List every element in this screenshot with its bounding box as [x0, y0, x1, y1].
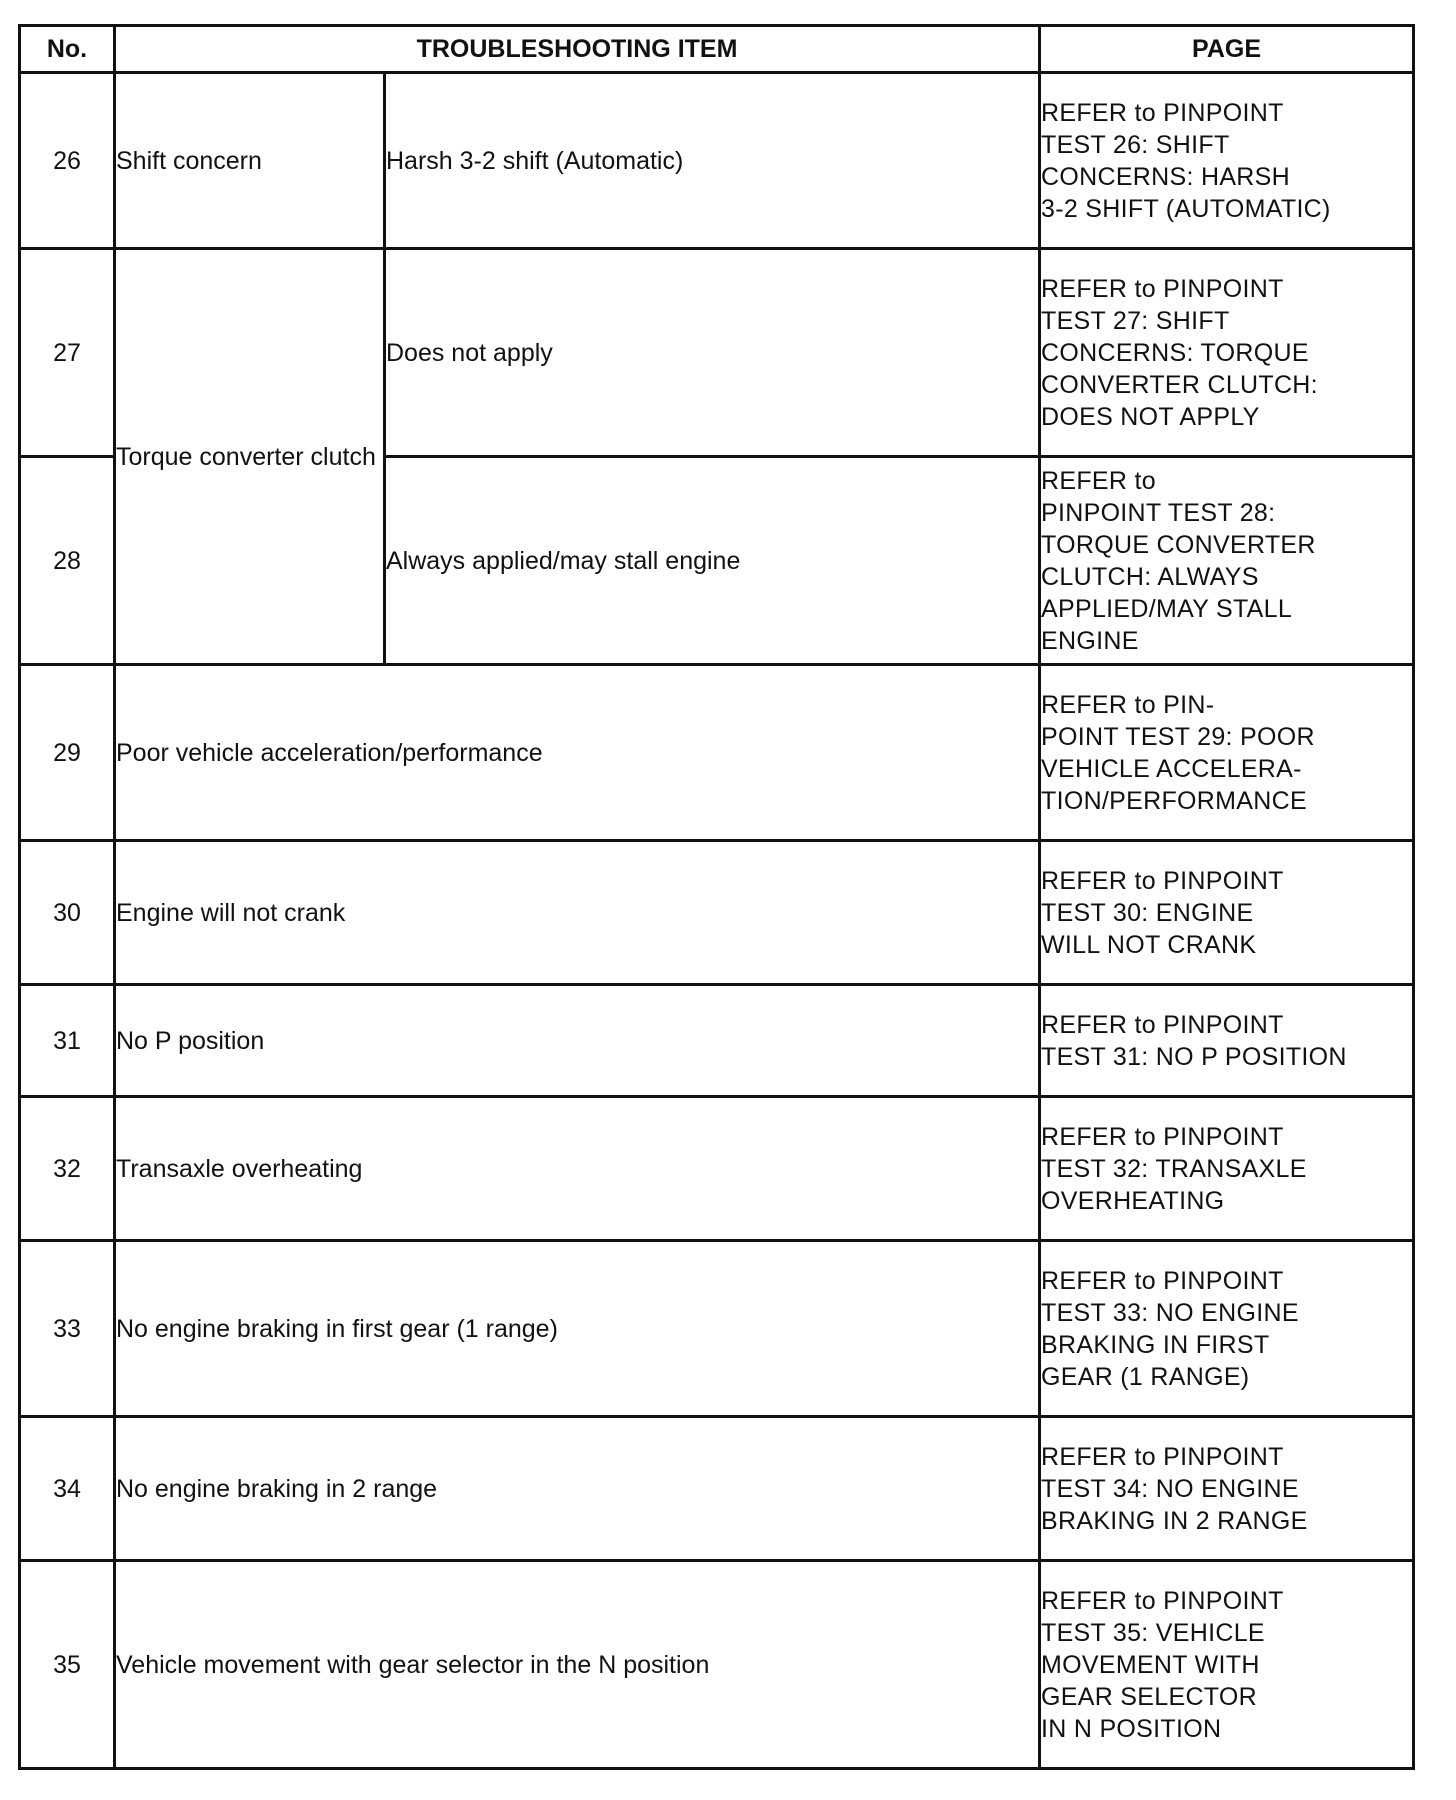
header-page: PAGE [1040, 26, 1414, 73]
page-reference-line: GEAR (1 RANGE) [1041, 1362, 1250, 1391]
page-reference-line: REFER to PINPOINT [1041, 1010, 1284, 1039]
table-row [20, 841, 1414, 985]
page-reference-cell [1040, 457, 1414, 665]
row-number: 35 [20, 1561, 115, 1769]
page-reference-line: CLUTCH: ALWAYS [1041, 562, 1259, 591]
page-reference-cell [1040, 841, 1414, 985]
table-row [20, 985, 1414, 1097]
row-number: 29 [20, 665, 115, 841]
page-reference-cell [1040, 1097, 1414, 1241]
item-cell: Poor vehicle acceleration/performance [115, 665, 1040, 841]
table-row [20, 1417, 1414, 1561]
table-row [20, 1561, 1414, 1769]
item-cell: Vehicle movement with gear selector in the N position [115, 1561, 1040, 1769]
page-reference-line: APPLIED/MAY STALL [1041, 594, 1293, 623]
page-reference-line: REFER to PINPOINT [1041, 1586, 1284, 1615]
page-reference-line: TEST 34: NO ENGINE [1041, 1474, 1299, 1503]
item-cell: Always applied/may stall engine [385, 457, 1040, 665]
page-reference-line: CONCERNS: TORQUE [1041, 338, 1309, 367]
page-reference-line: GEAR SELECTOR [1041, 1682, 1258, 1711]
page-reference-cell [1040, 73, 1414, 249]
page-reference-line: REFER to PINPOINT [1041, 274, 1284, 303]
page-reference-line: 3-2 SHIFT (AUTOMATIC) [1041, 194, 1331, 223]
page-reference-line: REFER to [1041, 466, 1156, 495]
page-reference-line: VEHICLE ACCELERA- [1041, 754, 1302, 783]
page-reference-line: TION/PERFORMANCE [1041, 786, 1307, 815]
table-row [20, 1241, 1414, 1417]
item-cell: No engine braking in first gear (1 range) [115, 1241, 1040, 1417]
page-reference-line: CONCERNS: HARSH [1041, 162, 1290, 191]
item-cell: No engine braking in 2 range [115, 1417, 1040, 1561]
page-reference-line: TEST 32: TRANSAXLE [1041, 1154, 1307, 1183]
page-reference-line: TORQUE CONVERTER [1041, 530, 1316, 559]
page-reference-line: REFER to PIN- [1041, 690, 1215, 719]
table-header-row [20, 26, 1414, 73]
page-reference-line: TEST 33: NO ENGINE [1041, 1298, 1299, 1327]
item-cell: Transaxle overheating [115, 1097, 1040, 1241]
page-reference-line: IN N POSITION [1041, 1714, 1222, 1743]
page-reference-line: TEST 31: NO P POSITION [1041, 1042, 1347, 1071]
row-number: 31 [20, 985, 115, 1097]
page-reference-line: REFER to PINPOINT [1041, 1266, 1284, 1295]
table-row [20, 665, 1414, 841]
page-reference-line: DOES NOT APPLY [1041, 402, 1260, 431]
table-row [20, 249, 1414, 457]
page-reference-line: POINT TEST 29: POOR [1041, 722, 1315, 751]
troubleshooting-table [18, 24, 1415, 1770]
page-reference-line: REFER to PINPOINT [1041, 866, 1284, 895]
header-troubleshooting-item: TROUBLESHOOTING ITEM [115, 26, 1040, 73]
page-reference-line: WILL NOT CRANK [1041, 930, 1257, 959]
page-reference-cell [1040, 665, 1414, 841]
item-cell: Harsh 3-2 shift (Automatic) [385, 73, 1040, 249]
item-cell: Does not apply [385, 249, 1040, 457]
page-reference-line: OVERHEATING [1041, 1186, 1225, 1215]
page-reference-line: TEST 30: ENGINE [1041, 898, 1254, 927]
category-cell: Torque converter clutch [115, 249, 385, 665]
page-reference-cell [1040, 985, 1414, 1097]
page-reference-line: REFER to PINPOINT [1041, 98, 1284, 127]
page-reference-line: MOVEMENT WITH [1041, 1650, 1260, 1679]
page-reference-line: PINPOINT TEST 28: [1041, 498, 1276, 527]
row-number: 28 [20, 457, 115, 665]
page-reference-line: REFER to PINPOINT [1041, 1122, 1284, 1151]
row-number: 33 [20, 1241, 115, 1417]
category-cell: Shift concern [115, 73, 385, 249]
page-reference-cell [1040, 249, 1414, 457]
page-reference-line: CONVERTER CLUTCH: [1041, 370, 1318, 399]
row-number: 30 [20, 841, 115, 985]
page-reference-line: BRAKING IN FIRST [1041, 1330, 1270, 1359]
page-reference-cell [1040, 1417, 1414, 1561]
page-reference-line: TEST 35: VEHICLE [1041, 1618, 1265, 1647]
row-number: 27 [20, 249, 115, 457]
row-number: 32 [20, 1097, 115, 1241]
table-row [20, 73, 1414, 249]
page-reference-line: TEST 26: SHIFT [1041, 130, 1230, 159]
page-reference-cell [1040, 1561, 1414, 1769]
item-cell: No P position [115, 985, 1040, 1097]
page-reference-line: ENGINE [1041, 626, 1139, 655]
table-row [20, 1097, 1414, 1241]
troubleshooting-page [18, 24, 1412, 1770]
row-number: 34 [20, 1417, 115, 1561]
page-reference-line: BRAKING IN 2 RANGE [1041, 1506, 1308, 1535]
row-number: 26 [20, 73, 115, 249]
page-reference-cell [1040, 1241, 1414, 1417]
page-reference-line: TEST 27: SHIFT [1041, 306, 1230, 335]
item-cell: Engine will not crank [115, 841, 1040, 985]
header-no: No. [20, 26, 115, 73]
page-reference-line: REFER to PINPOINT [1041, 1442, 1284, 1471]
